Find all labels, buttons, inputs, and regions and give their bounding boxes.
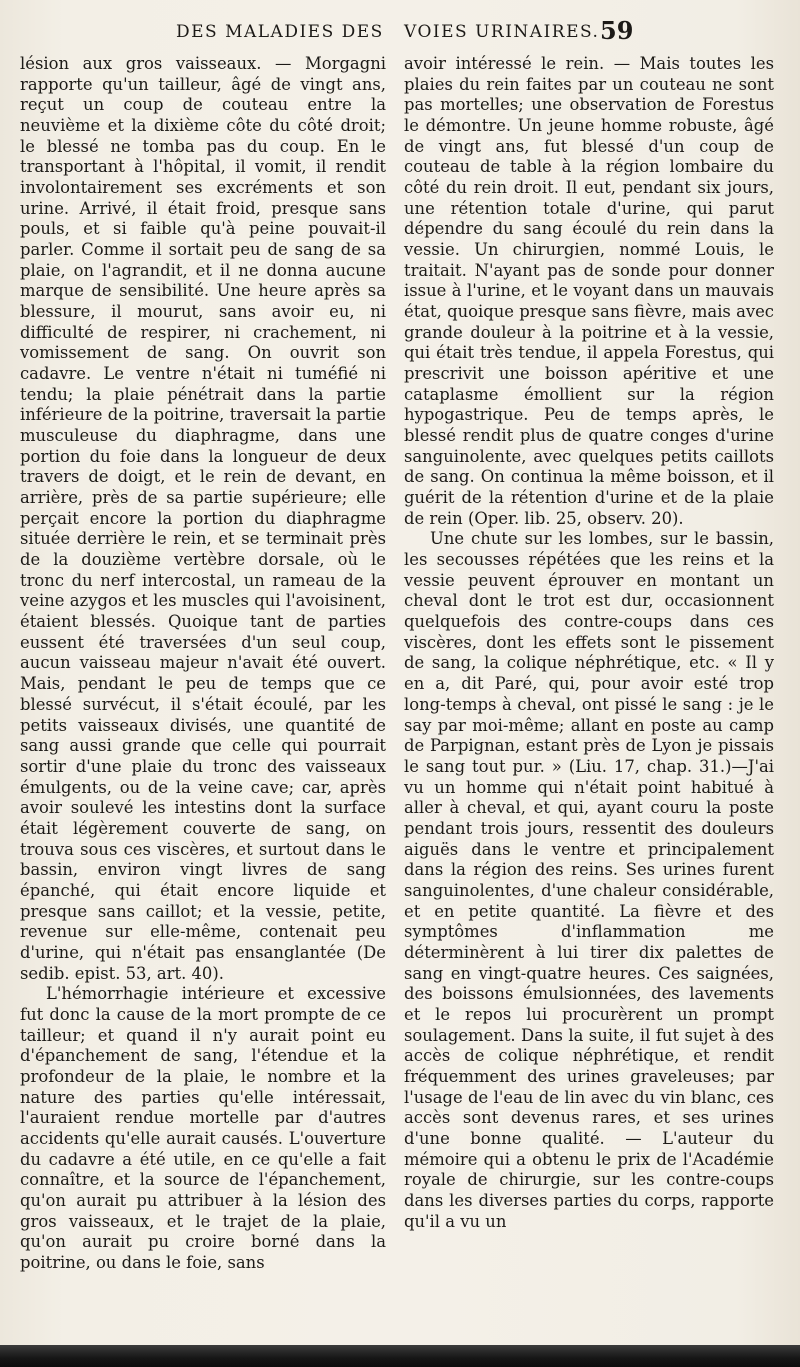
- left-paragraph-2: L'hémorrhagie intérieure et excessive fut donc la cause de la mort prompte de ce tailleur; et quand il n'y aurait point eu d'épanchement de sang, l'étendue et la profondeur de la plaie, le nombre et la nature des parties qu'elle intéressait, l'auraient rendue mortelle par d'autres accidents qu'elle aurait causés. L'ouverture du cadavre a été utile, en ce qu'elle a fait connaître, et la source de l'épanchement, qu'on aurait pu attribuer à la lésion des gros vaisseaux, et le trajet de la plaie, qu'on aurait pu croire borné dans la poitrine, ou dans le foie, sans: [20, 984, 386, 1272]
- right-paragraph-2: Une chute sur les lombes, sur le bassin, les secousses répétées que les reins et la vessie peuvent éprouver en montant un cheval dont le trot est dur, occasionnent quelquefois des contre-coups dans ces viscères, dont les effets sont le pissement de sang, la colique néphrétique, etc. « Il y en a, dit Paré, qui, pour avoir esté trop long-temps à cheval, ont pissé le sang : je le say par moi-même; allant en poste au camp de Parpignan, estant près de Lyon je pissais le sang tout pur. » (Liu. 17, chap. 31.)—J'ai vu un homme qui n'était point habitué à aller à cheval, et qui, ayant couru la poste pendant trois jours, ressentit des douleurs aiguës dans le ventre et principalement dans la région des reins. Ses urines furent sanguinolentes, d'une chaleur considérable, et en petite quantité. La fièvre et des symptômes d'inflammation me déterminèrent à lui tirer dix palettes de sang en vingt-quatre heures. Ces saignées, des boissons émulsionnées, des lavements et le repos lui procurèrent un prompt soulagement. Dans la suite, il fut sujet à des accès de colique néphrétique, et rendit fréquemment des urines graveleuses; par l'usage de l'eau de lin avec du vin blanc, ces accès sont devenus rares, et ses urines d'une bonne qualité. — L'auteur du mémoire qui a obtenu le prix de l'Académie royale de chirurgie, sur les contre-coups dans les diverses parties du corps, rapporte qu'il a vu un: [404, 529, 774, 1231]
- page-bottom-edge: [0, 1345, 800, 1367]
- left-column: [20, 54, 386, 1274]
- page-number: 59: [600, 16, 634, 45]
- right-paragraph-1: avoir intéressé le rein. — Mais toutes les plaies du rein faites par un couteau ne sont pas mortelles; une observation de Forestus le démontre. Un jeune homme robuste, âgé de vingt ans, fut blessé d'un coup de couteau de table à la région lombaire du côté du rein droit. Il eut, pendant six jours, une rétention totale d'urine, qui parut dépendre du sang écoulé du rein dans la vessie. Un chirurgien, nommé Louis, le traitait. N'ayant pas de sonde pour donner issue à l'urine, et le voyant dans un mauvais état, quoique presque sans fièvre, mais avec grande douleur à la poitrine et à la vessie, qui était très tendue, il appela Forestus, qui prescrivit une boisson apéritive et une cataplasme émollient sur la région hypogastrique. Peu de temps après, le blessé rendit plus de quatre conges d'urine sanguinolente, avec quelques petits caillots de sang. On continua la même boisson, et il guérit de la rétention d'urine et de la plaie de rein (Oper. lib. 25, observ. 20).: [404, 54, 774, 528]
- right-column: [404, 54, 774, 1232]
- running-head-right: VOIES URINAIRES.: [404, 22, 600, 42]
- running-head: [0, 16, 800, 50]
- left-paragraph-1: lésion aux gros vaisseaux. — Morgagni rapporte qu'un tailleur, âgé de vingt ans, reçut un coup de couteau entre la neuvième et la dixième côte du côté droit; le blessé ne tomba pas du coup. En le transportant à l'hôpital, il vomit, il rendit involontairement ses excréments et son urine. Arrivé, il était froid, presque sans pouls, et si faible qu'à peine pouvait-il parler. Comme il sortait peu de sang de sa plaie, on l'agrandit, et il ne donna aucune marque de sensibilité. Une heure après sa blessure, il mourut, sans avoir eu, ni difficulté de respirer, ni crachement, ni vomissement de sang. On ouvrit son cadavre. Le ventre n'était ni tuméfié ni tendu; la plaie pénétrait dans la partie inférieure de la poitrine, traversait la partie musculeuse du diaphragme, dans une portion du foie dans la longueur de deux travers de doigt, et le rein de devant, en arrière, près de sa partie supérieure; elle perçait encore la portion du diaphragme située derrière le rein, et se terminait près de la douzième vertèbre dorsale, où le tronc du nerf intercostal, un rameau de la veine azygos et les muscles qui l'avoisinent, étaient blessés. Quoique tant de parties eussent été traversées d'un seul coup, aucun vaisseau majeur n'avait été ouvert. Mais, pendant le peu de temps que ce blessé survécut, il s'était écoulé, par les petits vaisseaux divisés, une quantité de sang aussi grande que celle qui pourrait sortir d'une plaie du tronc des vaisseaux émulgents, ou de la veine cave; car, après avoir soulevé les intestins dont la surface était légèrement couverte de sang, on trouva sous ces viscères, et surtout dans le bassin, environ vingt livres de sang épanché, qui était encore liquide et presque sans caillot; et la vessie, petite, revenue sur elle-même, contenait peu d'urine, qui n'était pas ensanglantée (De sedib. epist. 53, art. 40).: [20, 54, 386, 983]
- running-head-left: DES MALADIES DES: [176, 22, 384, 42]
